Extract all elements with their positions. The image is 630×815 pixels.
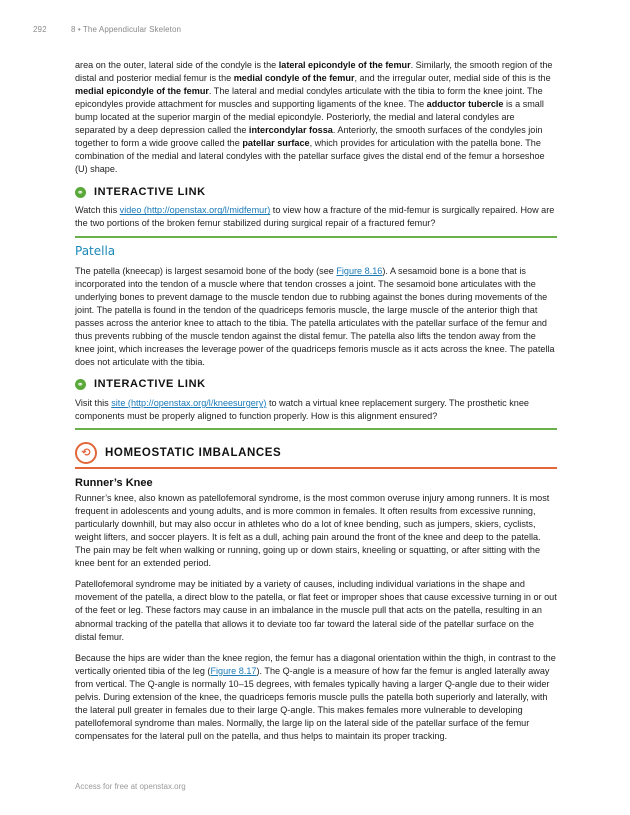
link-icon: ⚭ [76,380,85,390]
section-heading-patella: Patella [75,243,116,258]
divider [75,236,557,238]
text-run: to view how a fracture of the mid-femur is surgically repaired. How are the two portions of the broken femur stabilized during surgical repair of a fractured femur? [75,205,555,229]
text-run: , and the irregular outer, medial side of this is the [354,73,551,84]
patella-paragraph [75,265,557,369]
kneesurgery-site-link[interactable]: site (http://openstax.org/l/kneesurgery) [111,397,267,408]
homeostatic-heading [75,440,557,466]
page-number: 292 [33,25,47,34]
figure-8-16-link[interactable]: Figure 8.16 [336,265,383,276]
figure-8-17-link[interactable]: Figure 8.17 [210,665,257,676]
page-footer: Access for free at openstax.org [75,782,186,791]
midfemur-video-link[interactable]: video (http://openstax.org/l/midfemur) [119,205,271,216]
key-term: lateral epicondyle of the femur [278,60,411,70]
text-run: Watch this [75,205,120,216]
homeostatic-imbalances-feature [75,440,557,743]
text-run: to watch a virtual knee replacement surgery. The prosthetic knee components must be properly aligned to function properly. How is this alignment ensured? [75,397,529,421]
runners-knee-heading: Runner’s Knee [75,477,153,490]
text-run: . The lateral and medial condyles articulate with the tibia to form the knee joint. The epicondyles provide attachment for muscles and supporting ligaments of the knee. The [75,86,543,110]
text-run: ). A sesamoid bone is a bone that is incorporated into the tendon of a muscle where that tendon crosses a joint. The sesamoid bone articulates with the underlying bones to prevent damage to the muscle tendon due to rubbing against the bones during movements of the joint. The patella is found in the tendon of the quadriceps femoris muscle, the large muscle of the anterior thigh that passes across the anterior knee to attach to the tibia. The patella articulates with the patellar surface of the femur and thus prevents rubbing of the muscle tendon against the distal femur. The patella also lifts the tendon away from the knee joint, which increases the leverage power of the quadriceps femoris muscle as it acts across the knee. The patella does not articulate with the tibia. [75,265,555,367]
key-term: medial condyle of the femur [233,73,355,84]
key-term: patellar surface [242,138,310,149]
text-run: area on the outer, lateral side of the condyle is the [75,60,279,70]
key-term: adductor tubercle [426,99,504,110]
link-icon: ⚭ [76,187,85,197]
homeostatic-paragraph-2: Patellofemoral syndrome may be initiated by a variety of causes, including individual variations in the shape and movement of the patella, a direct blow to the patella, or flat feet or improper shoes that cause excessive turning in or out of the feet or leg. These factors may cause in an imbalance in the muscle pull that acts on the patella, resulting in an abnormal tracking of the patella that allows it to deviate too far toward the lateral side of the patellar surface on the distal femur. [75,579,557,642]
key-term: medial epicondyle of the femur [75,86,209,97]
chapter-title: 8 • The Appendicular Skeleton [70,25,182,34]
interactive-link-text [75,397,557,423]
interactive-link-feature-2 [75,375,557,430]
main-content [75,59,557,743]
homeostasis-icon: ⟲ [75,442,97,464]
intro-paragraph [75,59,557,176]
text-run: , which provides for articulation with the patella bone. The combination of the medial and lateral condyles with the patellar surface gives the distal end of the femur a horseshoe (U) shape. [75,138,545,175]
text-run: Visit this [75,397,112,408]
interactive-link-feature-1 [75,182,557,237]
interactive-link-title: INTERACTIVE LINK [94,378,206,391]
interactive-link-title: INTERACTIVE LINK [94,185,206,198]
divider [75,428,557,430]
text-run: The patella (kneecap) is largest sesamoid bone of the body (see [75,265,337,276]
text-run: Because the hips are wider than the knee region, the femur has a diagonal orientation within the thigh, in contrast to the vertically oriented tibia of the leg ( [75,652,556,676]
interactive-link-heading [75,375,557,395]
key-term: intercondylar fossa [248,125,333,136]
homeostatic-title: HOMEOSTATIC IMBALANCES [105,446,282,459]
text-run: . Anteriorly, the smooth surfaces of the condyles join together to form a wide groove called the [75,125,543,149]
homeostatic-paragraph-1: Runner’s knee, also known as patellofemoral syndrome, is the most common overuse injury among runners. It is most frequent in adolescents and young adults, and is more common in females. It often results from excessive running, particularly downhill, but may also occur in athletes who do a lot of knee bending, such as jumpers, skiers, cyclists, weight lifters, and soccer players. It is felt as a dull, aching pain around the front of the knee and deep to the patella. The pain may be felt when walking or running, going up or down stairs, kneeling or squatting, or after sitting with the knee bent for an extended period. [75,493,550,569]
homeostatic-paragraph-3 [75,652,557,743]
interactive-link-heading [75,182,557,202]
text-run: is a small bump located at the superior margin of the medial epicondyle. Posteriorly, the medial and lateral condyles are separated by a deep depression called the [75,99,544,136]
running-head [33,25,181,34]
interactive-link-text [75,204,557,230]
divider [75,467,557,469]
text-run: . Similarly, the smooth region of the distal and posterior medial femur is the [75,60,553,84]
text-run: ). The Q-angle is a measure of how far the femur is angled laterally away from vertical. The Q-angle is normally 10–15 degrees, with females typically having a larger Q-angle due to their wider pelvis. During extension of the knee, the quadriceps femoris muscle pulls the patella both superiorly and laterally, with the lateral pull greater in females due to their large Q-angle. This makes females more vulnerable to developing patellofemoral syndrome than males. Normally, the large lip on the lateral side of the patellar surface of the femur compensates for the lateral pull on the patella, and thus helps to maintain its proper tracking. [75,665,550,741]
